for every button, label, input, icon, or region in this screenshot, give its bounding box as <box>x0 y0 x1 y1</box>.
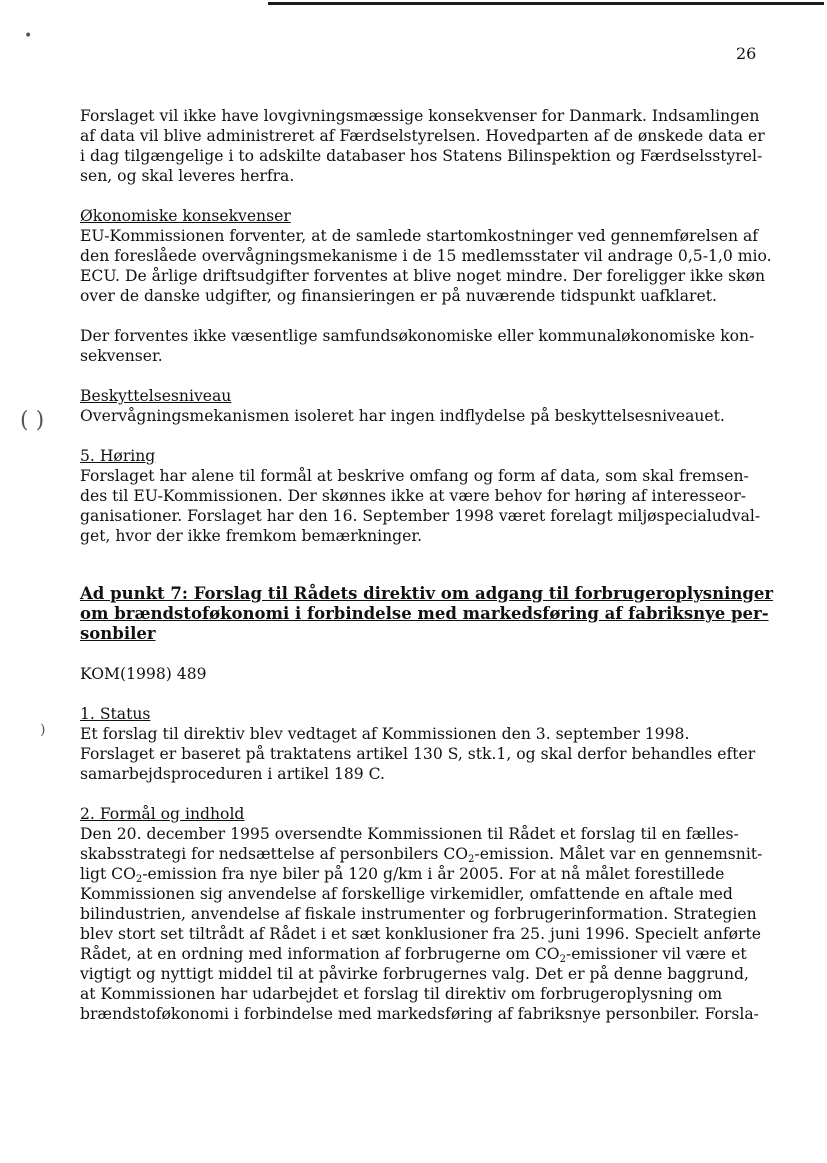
text-line: sekvenser. <box>80 347 163 365</box>
text-line <box>80 944 760 964</box>
text-line <box>80 864 760 884</box>
text-line: Et forslag til direktiv blev vedtaget af Kommissionen den 3. september 1998. <box>80 725 690 743</box>
page-number: 26 <box>736 44 757 63</box>
text-line: vigtigt og nyttigt middel til at påvirke forbrugernes valg. Det er på denne baggrund, <box>80 965 749 983</box>
text-line: samarbejdsproceduren i artikel 189 C. <box>80 765 385 783</box>
status-section <box>80 704 760 784</box>
text-line: bilindustrien, anvendelse af fiskale instrumenter og forbrugerinformation. Strategien <box>80 905 757 923</box>
section-heading-okonomiske: Økonomiske konsekvenser <box>80 207 291 225</box>
samfund-paragraph <box>80 326 760 366</box>
intro-paragraph <box>80 106 765 186</box>
document-reference: KOM(1998) 489 <box>80 665 207 683</box>
text-fragment: -emissioner vil være et <box>565 945 747 963</box>
text-line: Forslaget har alene til formål at beskrive omfang og form af data, som skal fremsen- <box>80 467 749 485</box>
beskyttelse-section <box>80 386 760 426</box>
title-line: om brændstoføkonomi i forbindelse med markedsføring af fabriksnye per- <box>80 604 769 623</box>
margin-punch-hole-mark: ( ) <box>20 408 45 433</box>
section-heading-beskyttelse: Beskyttelsesniveau <box>80 387 232 405</box>
text-line <box>80 844 763 865</box>
section-heading-formaal: 2. Formål og indhold <box>80 805 245 823</box>
subscript-2: 2 <box>559 954 566 965</box>
horing-section <box>80 446 760 546</box>
section-heading-horing: 5. Høring <box>80 447 156 465</box>
text-line: des til EU-Kommissionen. Der skønnes ikke at være behov for høring af interesseor- <box>80 487 747 505</box>
okonomiske-section <box>80 206 772 306</box>
text-line: af data vil blive administreret af Færdselstyrelsen. Hovedparten af de ønskede data er <box>80 127 765 145</box>
subscript-2: 2 <box>135 874 143 885</box>
text-fragment: -emission fra nye biler på 120 g/km i år 2005. For at nå målet forestillede <box>142 865 725 883</box>
margin-dot: • <box>24 28 33 44</box>
text-line: over de danske udgifter, og finansieringen er på nuværende tidspunkt uafklaret. <box>80 287 717 305</box>
text-line: Forslaget vil ikke have lovgivningsmæssige konsekvenser for Danmark. Indsamlingen <box>80 107 760 125</box>
text-fragment: Rådet, at en ordning med information af forbrugerne om CO <box>80 945 560 963</box>
top-border-line <box>268 2 824 5</box>
margin-bracket-mark: ) <box>40 722 46 738</box>
text-line: at Kommissionen har udarbejdet et forslag til direktiv om forbrugeroplysning om <box>80 985 723 1003</box>
text-fragment: ligt CO <box>80 865 136 883</box>
section-heading-status: 1. Status <box>80 705 151 723</box>
text-line: blev stort set tiltrådt af Rådet i et sæt konklusioner fra 25. juni 1996. Specielt anførte <box>80 925 761 943</box>
text-line: ECU. De årlige driftsudgifter forventes at blive noget mindre. Der foreligger ikke skøn <box>80 267 766 285</box>
text-line: Overvågningsmekanismen isoleret har ingen indflydelse på beskyttelsesniveauet. <box>80 407 725 425</box>
subscript-2: 2 <box>468 854 475 865</box>
title-line: sonbiler <box>80 624 156 643</box>
document-body <box>80 106 774 1044</box>
text-line: Forslaget er baseret på traktatens artikel 130 S, stk.1, og skal derfor behandles efter <box>80 745 756 763</box>
text-line: get, hvor der ikke fremkom bemærkninger. <box>80 527 423 545</box>
text-line: sen, og skal leveres herfra. <box>80 167 295 185</box>
text-line: EU-Kommissionen forventer, at de samlede startomkostninger ved gennemførelsen af <box>80 227 759 245</box>
text-line: den foreslåede overvågningsmekanisme i de 15 medlemsstater vil andrage 0,5-1,0 mio. <box>80 247 772 265</box>
formaal-section <box>80 804 763 1024</box>
agenda-item-title <box>80 584 774 644</box>
text-line: brændstoføkonomi i forbindelse med markedsføring af fabriksnye personbiler. Forsla- <box>80 1005 759 1023</box>
title-line: Ad punkt 7: Forslag til Rådets direktiv om adgang til forbrugeroplysninger <box>80 584 774 603</box>
text-fragment: skabsstrategi for nedsættelse af personbilers CO <box>80 845 469 863</box>
text-line: i dag tilgængelige i to adskilte databaser hos Statens Bilinspektion og Færdselsstyrel- <box>80 147 763 165</box>
text-line: ganisationer. Forslaget har den 16. September 1998 været forelagt miljøspecialudval- <box>80 507 761 525</box>
text-line: Der forventes ikke væsentlige samfundsøkonomiske eller kommunaløkonomiske kon- <box>80 327 755 345</box>
text-line: Den 20. december 1995 oversendte Kommissionen til Rådet et forslag til en fælles- <box>80 825 739 843</box>
text-line: Kommissionen sig anvendelse af forskellige virkemidler, omfattende en aftale med <box>80 885 733 903</box>
text-fragment: -emission. Målet var en gennemsnit- <box>474 845 763 863</box>
